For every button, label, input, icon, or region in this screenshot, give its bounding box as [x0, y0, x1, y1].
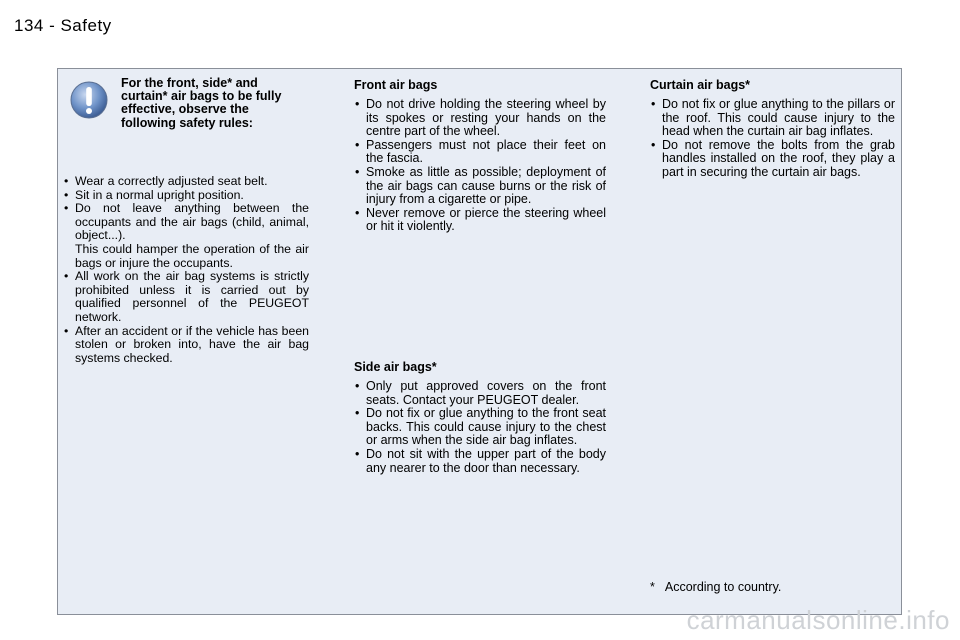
section-heading: Curtain air bags*	[650, 78, 751, 92]
list-item: • After an accident or if the vehicle has been stolen or broken into, have the air bag systems checked.	[63, 325, 309, 366]
list-item: • Wear a correctly adjusted seat belt.	[63, 175, 309, 189]
list-item: • Do not sit with the upper part of the body any nearer to the door than necessary.	[354, 448, 606, 475]
section-heading: Front air bags	[354, 78, 438, 92]
list-item: • Sit in a normal upright position.	[63, 189, 309, 203]
curtain-air-bags-section	[650, 78, 895, 180]
footnote-marker: *	[650, 580, 655, 594]
list-item: • Do not leave anything between the occupants and the air bags (child, animal, object...). This could hamper the operation of the air bags or injure the occupants.	[63, 202, 309, 270]
list-item: • Do not drive holding the steering wheel by its spokes or resting your hands on the centre part of the wheel.	[354, 98, 606, 139]
general-rules	[63, 175, 309, 365]
list-item: • Passengers must not place their feet on the fascia.	[354, 139, 606, 166]
list-item: • Never remove or pierce the steering wheel or hit it violently.	[354, 207, 606, 234]
exclamation-icon	[69, 80, 109, 120]
list-item: • Only put approved covers on the front seats. Contact your PEUGEOT dealer.	[354, 380, 606, 407]
side-air-bags-section	[354, 360, 606, 475]
list-item: • Smoke as little as possible; deployment of the air bags can cause burns or the risk of injury from a cigarette or pipe.	[354, 166, 606, 207]
list-item: • Do not remove the bolts from the grab handles installed on the roof, they play a part in securing the curtain air bags.	[650, 139, 895, 180]
list-item: • Do not fix or glue anything to the pillars or the roof. This could cause injury to the head when the curtain air bag inflates.	[650, 98, 895, 139]
list-item: • All work on the air bag systems is strictly prohibited unless it is carried out by qualified personnel of the PEUGEOT network.	[63, 270, 309, 324]
footnote	[650, 580, 781, 594]
section-heading: Side air bags*	[354, 360, 437, 374]
front-air-bags-section	[354, 78, 606, 234]
footnote-text: According to country.	[664, 580, 782, 594]
list-item-note: This could hamper the operation of the air bags or injure the occupants.	[75, 241, 309, 270]
alert-title: For the front, side* and curtain* air bags to be fully effective, observe the following safety rules:	[121, 76, 282, 130]
list-item: • Do not fix or glue anything to the front seat backs. This could cause injury to the chest or arms when the side air bag inflates.	[354, 407, 606, 448]
watermark: carmanualsonline.info	[686, 605, 950, 635]
page-title: 134 - Safety	[14, 16, 112, 35]
